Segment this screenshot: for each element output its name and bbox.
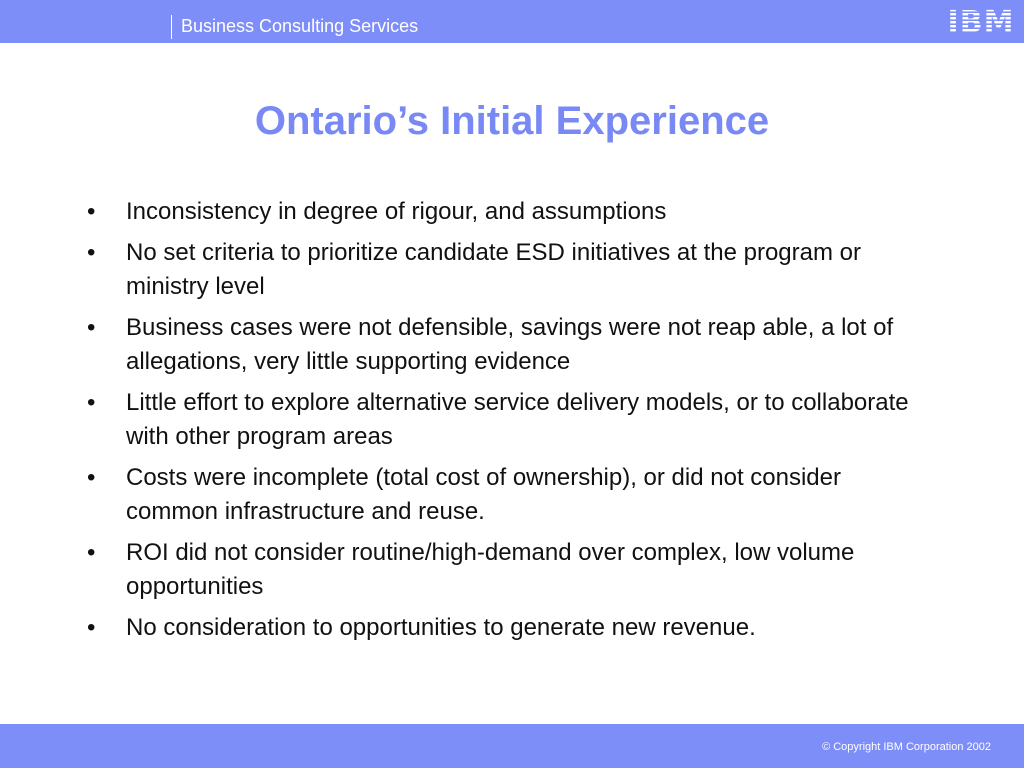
- ibm-logo-text: IBM: [947, 5, 1015, 37]
- ibm-logo: [946, 5, 1016, 37]
- bullet-text: Inconsistency in degree of rigour, and assumptions: [126, 198, 667, 225]
- bullet-dot: •: [87, 314, 96, 341]
- bullet-item: [84, 311, 914, 379]
- bullet-list: [84, 195, 914, 652]
- bullet-text: Business cases were not defensible, savings were not reap able, a lot of allegations, very little supporting evidence: [126, 314, 894, 375]
- bullet-dot: •: [87, 539, 96, 566]
- header-bar: [0, 0, 1024, 43]
- bullet-dot: •: [87, 614, 96, 641]
- bullet-text: Costs were incomplete (total cost of ownership), or did not consider common infrastructure and reuse.: [126, 464, 841, 525]
- header-divider: [171, 15, 172, 39]
- bullet-item: [84, 386, 914, 454]
- bullet-text: No set criteria to prioritize candidate ESD initiatives at the program or ministry level: [126, 239, 861, 300]
- bullet-text: Little effort to explore alternative service delivery models, or to collaborate with other program areas: [126, 389, 909, 450]
- bullet-dot: •: [87, 389, 96, 416]
- copyright-text: © Copyright IBM Corporation 2002: [822, 741, 991, 753]
- bullet-text: ROI did not consider routine/high-demand over complex, low volume opportunities: [126, 539, 855, 600]
- bullet-dot: •: [87, 198, 96, 225]
- bullet-item: [84, 236, 914, 304]
- bullet-dot: •: [87, 239, 96, 266]
- bullet-text: No consideration to opportunities to generate new revenue.: [126, 614, 756, 641]
- bullet-item: [84, 611, 914, 645]
- bullet-item: [84, 195, 914, 229]
- bullet-item: [84, 536, 914, 604]
- footer-bar: [0, 724, 1024, 768]
- bullet-item: [84, 461, 914, 529]
- bullet-dot: •: [87, 464, 96, 491]
- slide-title: Ontario’s Initial Experience: [254, 99, 770, 143]
- header-title: Business Consulting Services: [181, 16, 419, 36]
